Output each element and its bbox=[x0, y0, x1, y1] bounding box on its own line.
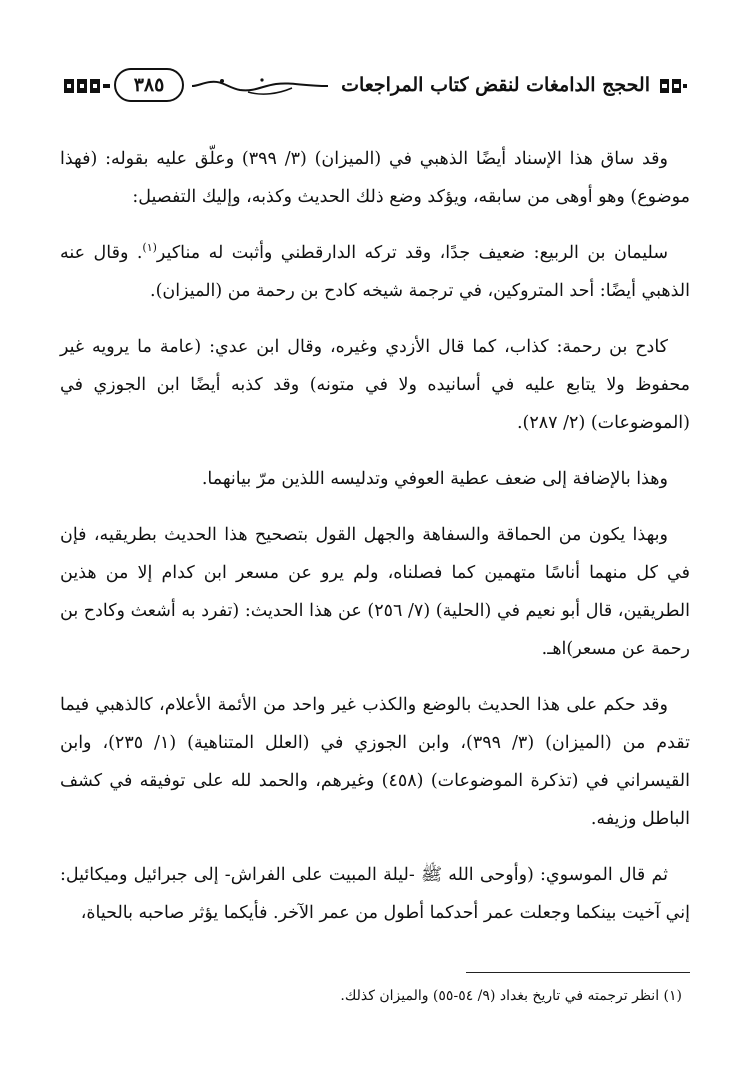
header-flourish-icon bbox=[192, 72, 328, 100]
paragraph-text-continued: . وقال عنه الذهبي أيضًا: أحد المتروكين، في ترجمة شيخه كادح بن رحمة من (الميزان). bbox=[60, 243, 690, 301]
body-text bbox=[60, 140, 690, 946]
running-title: الحجج الدامغات لنقض كتاب المراجعات bbox=[341, 74, 650, 96]
footnote-divider bbox=[466, 972, 690, 973]
footnote: (١) انظر ترجمته في تاريخ بغداد (٩/ ٥٤-٥٥) والميزان كذلك. bbox=[340, 988, 682, 1004]
header-ornament-right-icon bbox=[658, 76, 688, 96]
header-ornament-left-icon bbox=[62, 76, 112, 96]
paragraph: وقد ساق هذا الإسناد أيضًا الذهبي في (الميزان) (٣/ ٣٩٩) وعلّق عليه بقوله: (فهذا موضوع) وهو أوهى من سابقه، ويؤكد وضع ذلك الحديث وكذبه، وإليك التفصيل: bbox=[60, 149, 690, 207]
paragraph: ثم قال الموسوي: (وأوحى الله ﷺ -ليلة المبيت على الفراش- إلى جبرائيل وميكائيل: إني آخيت بينكما وجعلت عمر أحدكما أطول من عمر الآخر. فأيكما يؤثر صاحبه بالحياة، bbox=[60, 865, 690, 923]
paragraph-text: سليمان بن الربيع: ضعيف جدًا، وقد تركه الدارقطني وأثبت له مناكير bbox=[156, 243, 668, 263]
paragraph: وقد حكم على هذا الحديث بالوضع والكذب غير واحد من الأئمة الأعلام، كالذهبي فيما تقدم من (الميزان) (٣/ ٣٩٩)، وابن الجوزي في (العلل المتناهية) (١/ ٢٣٥)، وابن القيسراني في (تذكرة الموضوعات) (٤٥٨) وغيرهم، والحمد لله على توفيقه في كشف الباطل وزيفه. bbox=[60, 695, 691, 829]
paragraph: وهذا بالإضافة إلى ضعف عطية العوفي وتدليسه اللذين مرّ بيانهما. bbox=[201, 469, 668, 489]
page-number-badge: ٣٨٥ bbox=[114, 68, 184, 102]
footnote-reference[interactable]: (١) bbox=[142, 241, 157, 255]
paragraph: وبهذا يكون من الحماقة والسفاهة والجهل القول بتصحيح هذا الحديث بطريقيه، فإن في كل منهما أناسًا متهمين كما فصلناه، ولم يرو عن مسعر ابن كدام إلا من هذين الطريقين، قال أبو نعيم في (الحلية) (٧/ ٢٥٦) عن هذا الحديث: (تفرد به أشعث وكادح بن رحمة عن مسعر)اهـ. bbox=[60, 525, 690, 659]
paragraph bbox=[60, 234, 690, 310]
running-header bbox=[62, 68, 688, 108]
paragraph: كادح بن رحمة: كذاب، كما قال الأزدي وغيره، وقال ابن عدي: (عامة ما يرويه غير محفوظ ولا يتابع عليه في أسانيده ولا في متونه) وقد كذبه أيضًا ابن الجوزي في (الموضوعات) (٢/ ٢٨٧). bbox=[60, 337, 690, 433]
